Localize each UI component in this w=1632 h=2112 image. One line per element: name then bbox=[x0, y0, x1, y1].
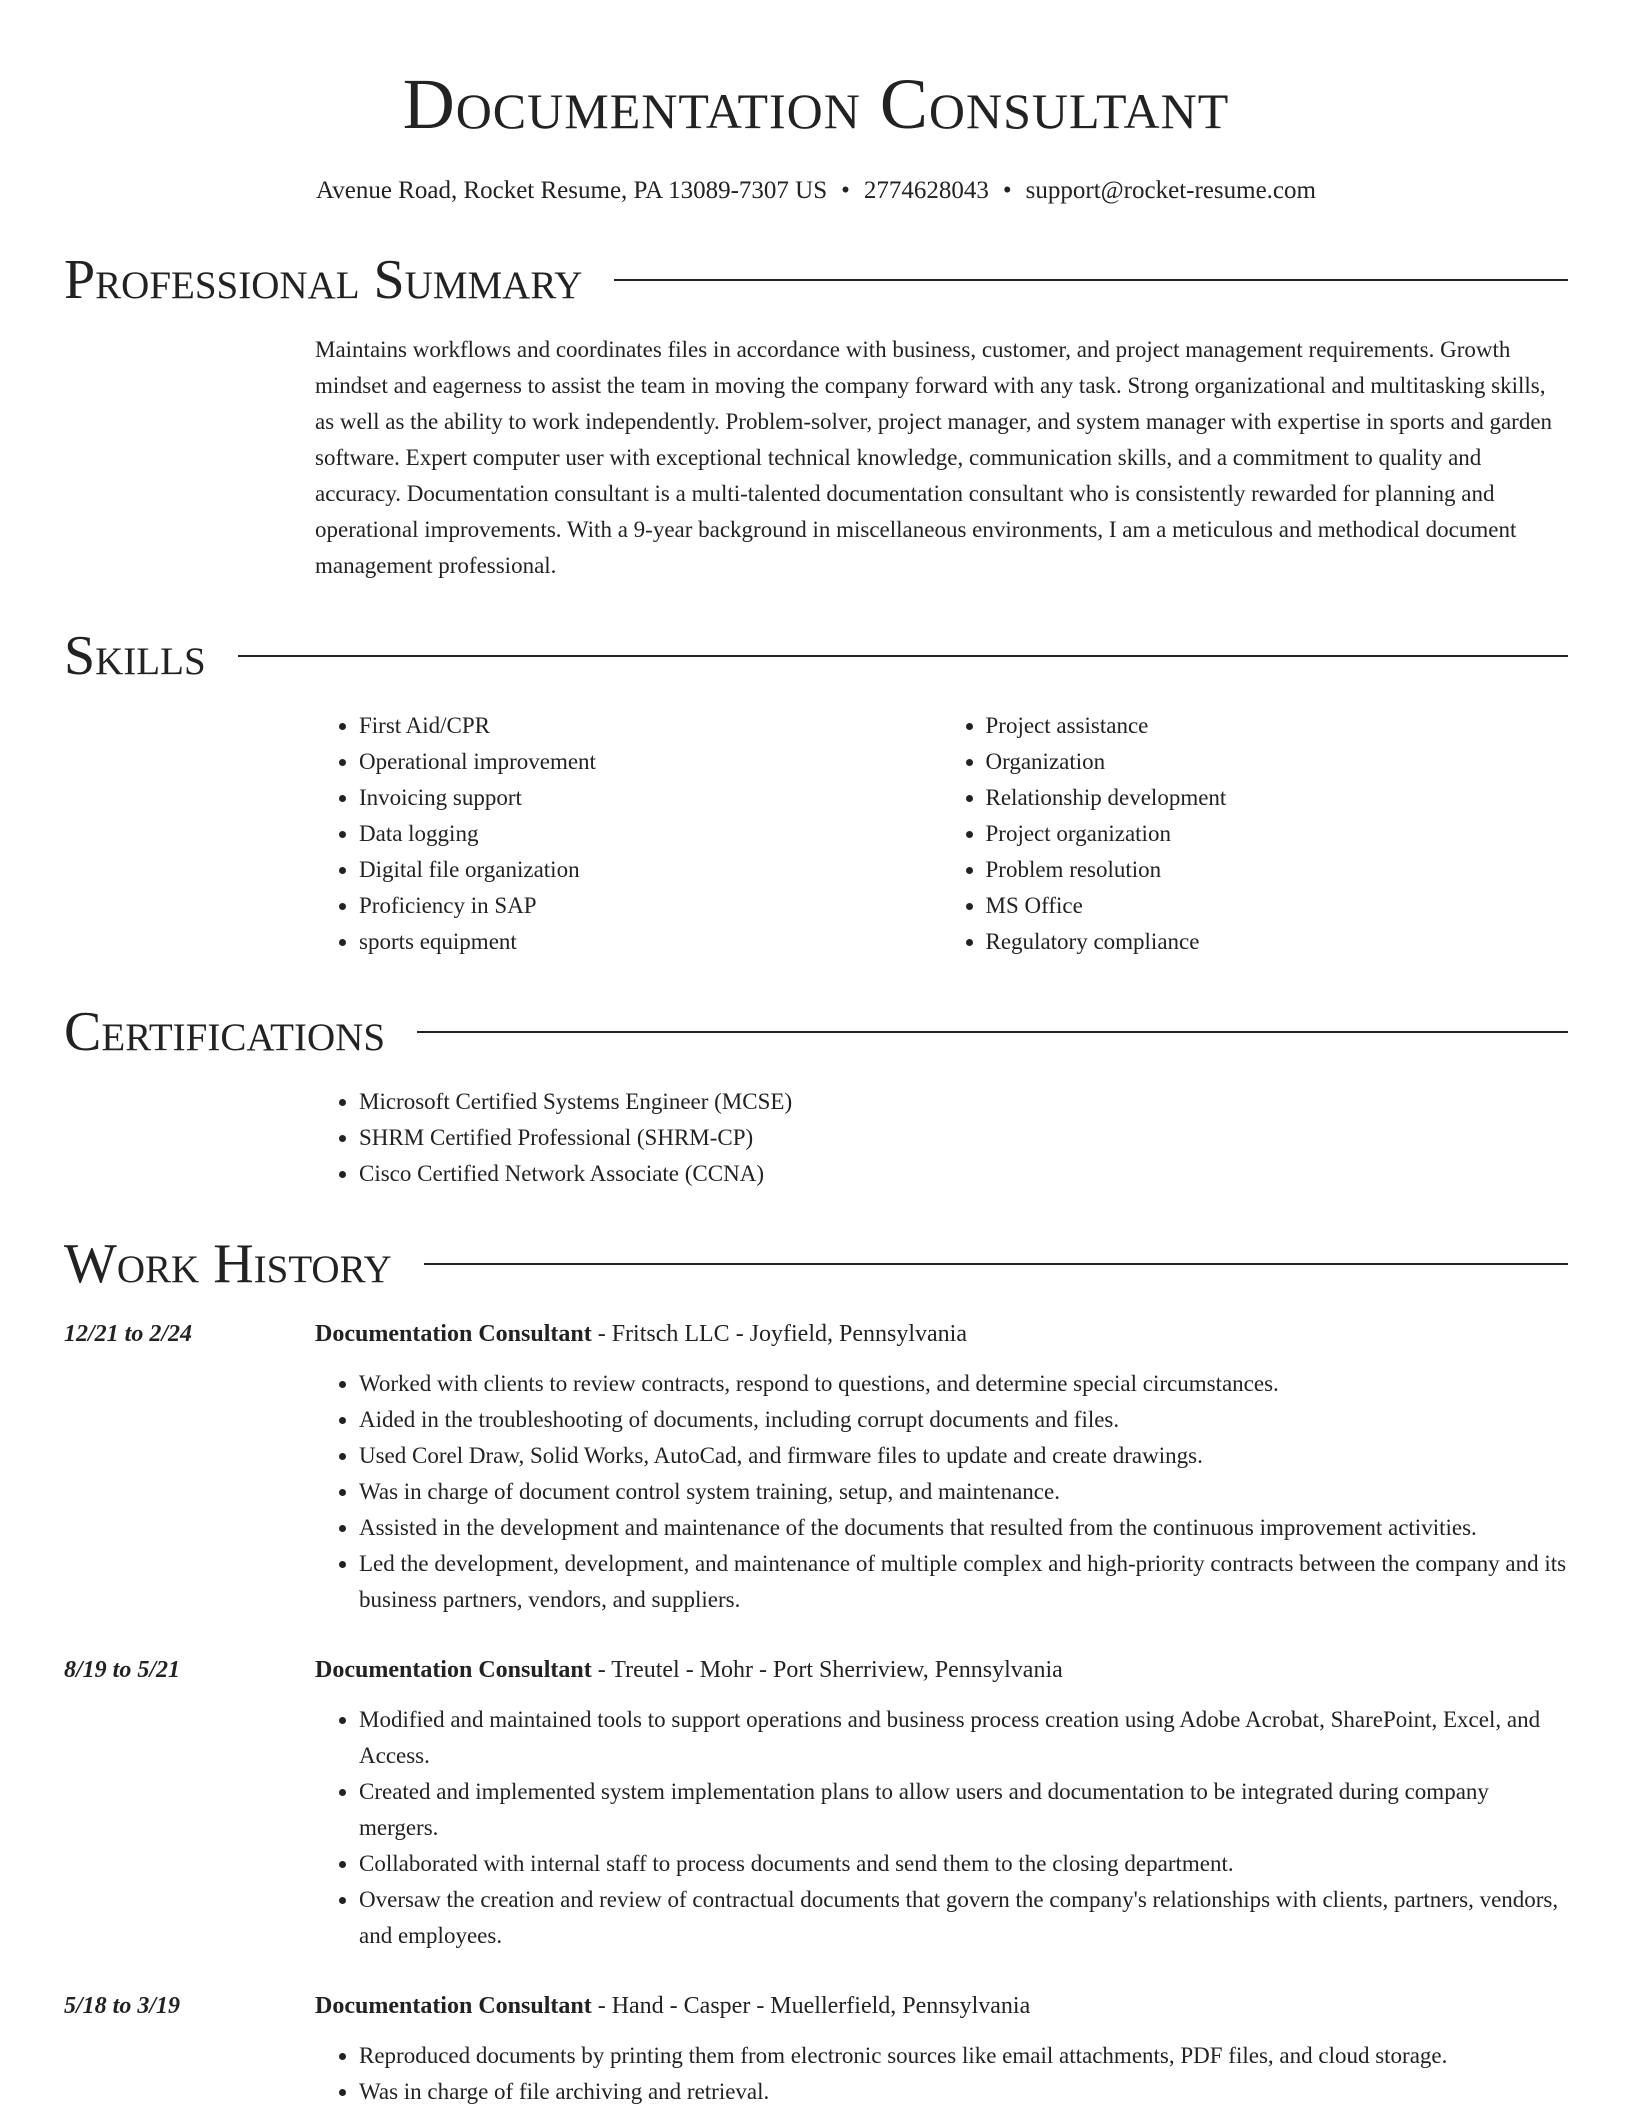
job-title: Documentation Consultant bbox=[315, 1657, 592, 1683]
skills-columns bbox=[315, 708, 1568, 960]
section-title-work-history: Work History bbox=[64, 1233, 392, 1295]
job-title-line bbox=[315, 1316, 1568, 1352]
skill-item: • Operational improvement bbox=[359, 744, 942, 780]
skill-item: • Digital file organization bbox=[359, 852, 942, 888]
job-entry bbox=[64, 1652, 1568, 1954]
section-title-skills: Skills bbox=[64, 625, 206, 687]
summary-text: Maintains workflows and coordinates files in accordance with business, customer, and project management requirements. Growth mindset and eagerness to assist the team in moving the company forward with any task. Strong organizational and multitasking skills, as well as the ability to work independently. Problem-solver, project manager, and system manager with expertise in sports and garden software. Expert computer user with exceptional technical knowledge, communication skills, and a commitment to quality and accuracy. Documentation consultant is a multi-talented documentation consultant who is consistently rewarded for planning and operational improvements. With a 9-year background in miscellaneous environments, I am a meticulous and methodical document management professional. bbox=[315, 337, 1553, 578]
skill-item: • Regulatory compliance bbox=[986, 924, 1569, 960]
job-dates: 8/19 to 5/21 bbox=[64, 1657, 181, 1683]
job-bullet: • Oversaw the creation and review of contractual documents that govern the company's relationships with clients, partners, vendors, and employees. bbox=[359, 1882, 1568, 1954]
job-title-line bbox=[315, 1652, 1568, 1688]
certifications-list bbox=[315, 1084, 1568, 1192]
job-title: Documentation Consultant bbox=[315, 1321, 592, 1347]
job-bullet: • Modified and maintained tools to support operations and business process creation using Adobe Acrobat, SharePoint, Excel, and Access. bbox=[359, 1702, 1568, 1774]
skill-item: • MS Office bbox=[986, 888, 1569, 924]
job-employer: - Hand - Casper - Muellerfield, Pennsylvania bbox=[591, 1993, 1031, 2019]
job-details bbox=[315, 1316, 1568, 1618]
job-bullet: • Was in charge of document control system training, setup, and maintenance. bbox=[359, 1474, 1568, 1510]
job-bullet: • Assisted in the development and maintenance of the documents that resulted from the continuous improvement activities. bbox=[359, 1510, 1568, 1546]
job-bullet: • Worked with clients to review contracts, respond to questions, and determine special circumstances. bbox=[359, 1366, 1568, 1402]
section-divider bbox=[614, 279, 1568, 281]
skill-item: • Data logging bbox=[359, 816, 942, 852]
job-bullets bbox=[315, 1366, 1568, 1618]
certification-item: • Cisco Certified Network Associate (CCNA) bbox=[359, 1156, 1568, 1192]
job-dates: 12/21 to 2/24 bbox=[64, 1321, 193, 1347]
job-bullet: • Created and implemented system implementation plans to allow users and documentation to be integrated during company mergers. bbox=[359, 1774, 1568, 1846]
section-title-certifications: Certifications bbox=[64, 1001, 386, 1063]
address: Avenue Road, Rocket Resume, PA 13089-7307 US bbox=[316, 177, 828, 204]
job-dates: 5/18 to 3/19 bbox=[64, 1993, 181, 2019]
job-bullets bbox=[315, 1702, 1568, 1954]
skill-item: • Relationship development bbox=[986, 780, 1569, 816]
job-bullet: • Used Corel Draw, Solid Works, AutoCad, and firmware files to update and create drawings. bbox=[359, 1438, 1568, 1474]
job-entry bbox=[64, 1988, 1568, 2110]
page-title: Documentation Consultant bbox=[402, 64, 1230, 144]
job-bullet: • Collaborated with internal staff to process documents and send them to the closing department. bbox=[359, 1846, 1568, 1882]
email: support@rocket-resume.com bbox=[1025, 177, 1316, 204]
job-bullet: • Reproduced documents by printing them from electronic sources like email attachments, PDF files, and cloud storage. bbox=[359, 2038, 1568, 2074]
skill-item: • Proficiency in SAP bbox=[359, 888, 942, 924]
certification-item: • SHRM Certified Professional (SHRM-CP) bbox=[359, 1120, 1568, 1156]
skill-item: • First Aid/CPR bbox=[359, 708, 942, 744]
section-divider bbox=[238, 655, 1568, 657]
phone: 2774628043 bbox=[863, 177, 989, 204]
skills-list-right bbox=[942, 708, 1569, 960]
separator: • bbox=[841, 177, 850, 204]
section-divider bbox=[424, 1263, 1568, 1265]
skill-item: • Project assistance bbox=[986, 708, 1569, 744]
job-details bbox=[315, 1988, 1568, 2110]
job-employer: - Treutel - Mohr - Port Sherriview, Pennsylvania bbox=[591, 1657, 1063, 1683]
section-divider bbox=[417, 1031, 1568, 1033]
job-bullet: • Led the development, development, and maintenance of multiple complex and high-priority contracts between the company and its business partners, vendors, and suppliers. bbox=[359, 1546, 1568, 1618]
work-history-section-header bbox=[64, 1232, 1568, 1296]
job-employer: - Fritsch LLC - Joyfield, Pennsylvania bbox=[591, 1321, 967, 1347]
summary-section-header bbox=[64, 248, 1568, 312]
skill-item: • Project organization bbox=[986, 816, 1569, 852]
certifications-list-container bbox=[315, 1084, 1568, 1192]
skills-list-left bbox=[315, 708, 942, 960]
job-bullets bbox=[315, 2038, 1568, 2110]
contact-line bbox=[64, 174, 1568, 208]
resume-page bbox=[64, 0, 1568, 2110]
separator: • bbox=[1002, 177, 1012, 204]
section-title-summary: Professional Summary bbox=[64, 249, 583, 311]
job-bullet: • Aided in the troubleshooting of documents, including corrupt documents and files. bbox=[359, 1402, 1568, 1438]
job-title-line bbox=[315, 1988, 1568, 2024]
certification-item: • Microsoft Certified Systems Engineer (MCSE) bbox=[359, 1084, 1568, 1120]
job-entry bbox=[64, 1316, 1568, 1618]
job-bullet: • Was in charge of file archiving and retrieval. bbox=[359, 2074, 1568, 2110]
skill-item: • sports equipment bbox=[359, 924, 942, 960]
certifications-section-header bbox=[64, 1000, 1568, 1064]
job-details bbox=[315, 1652, 1568, 1954]
job-title: Documentation Consultant bbox=[315, 1993, 592, 2019]
skill-item: • Problem resolution bbox=[986, 852, 1569, 888]
skills-section-header bbox=[64, 624, 1568, 688]
skill-item: • Invoicing support bbox=[359, 780, 942, 816]
skill-item: • Organization bbox=[986, 744, 1569, 780]
